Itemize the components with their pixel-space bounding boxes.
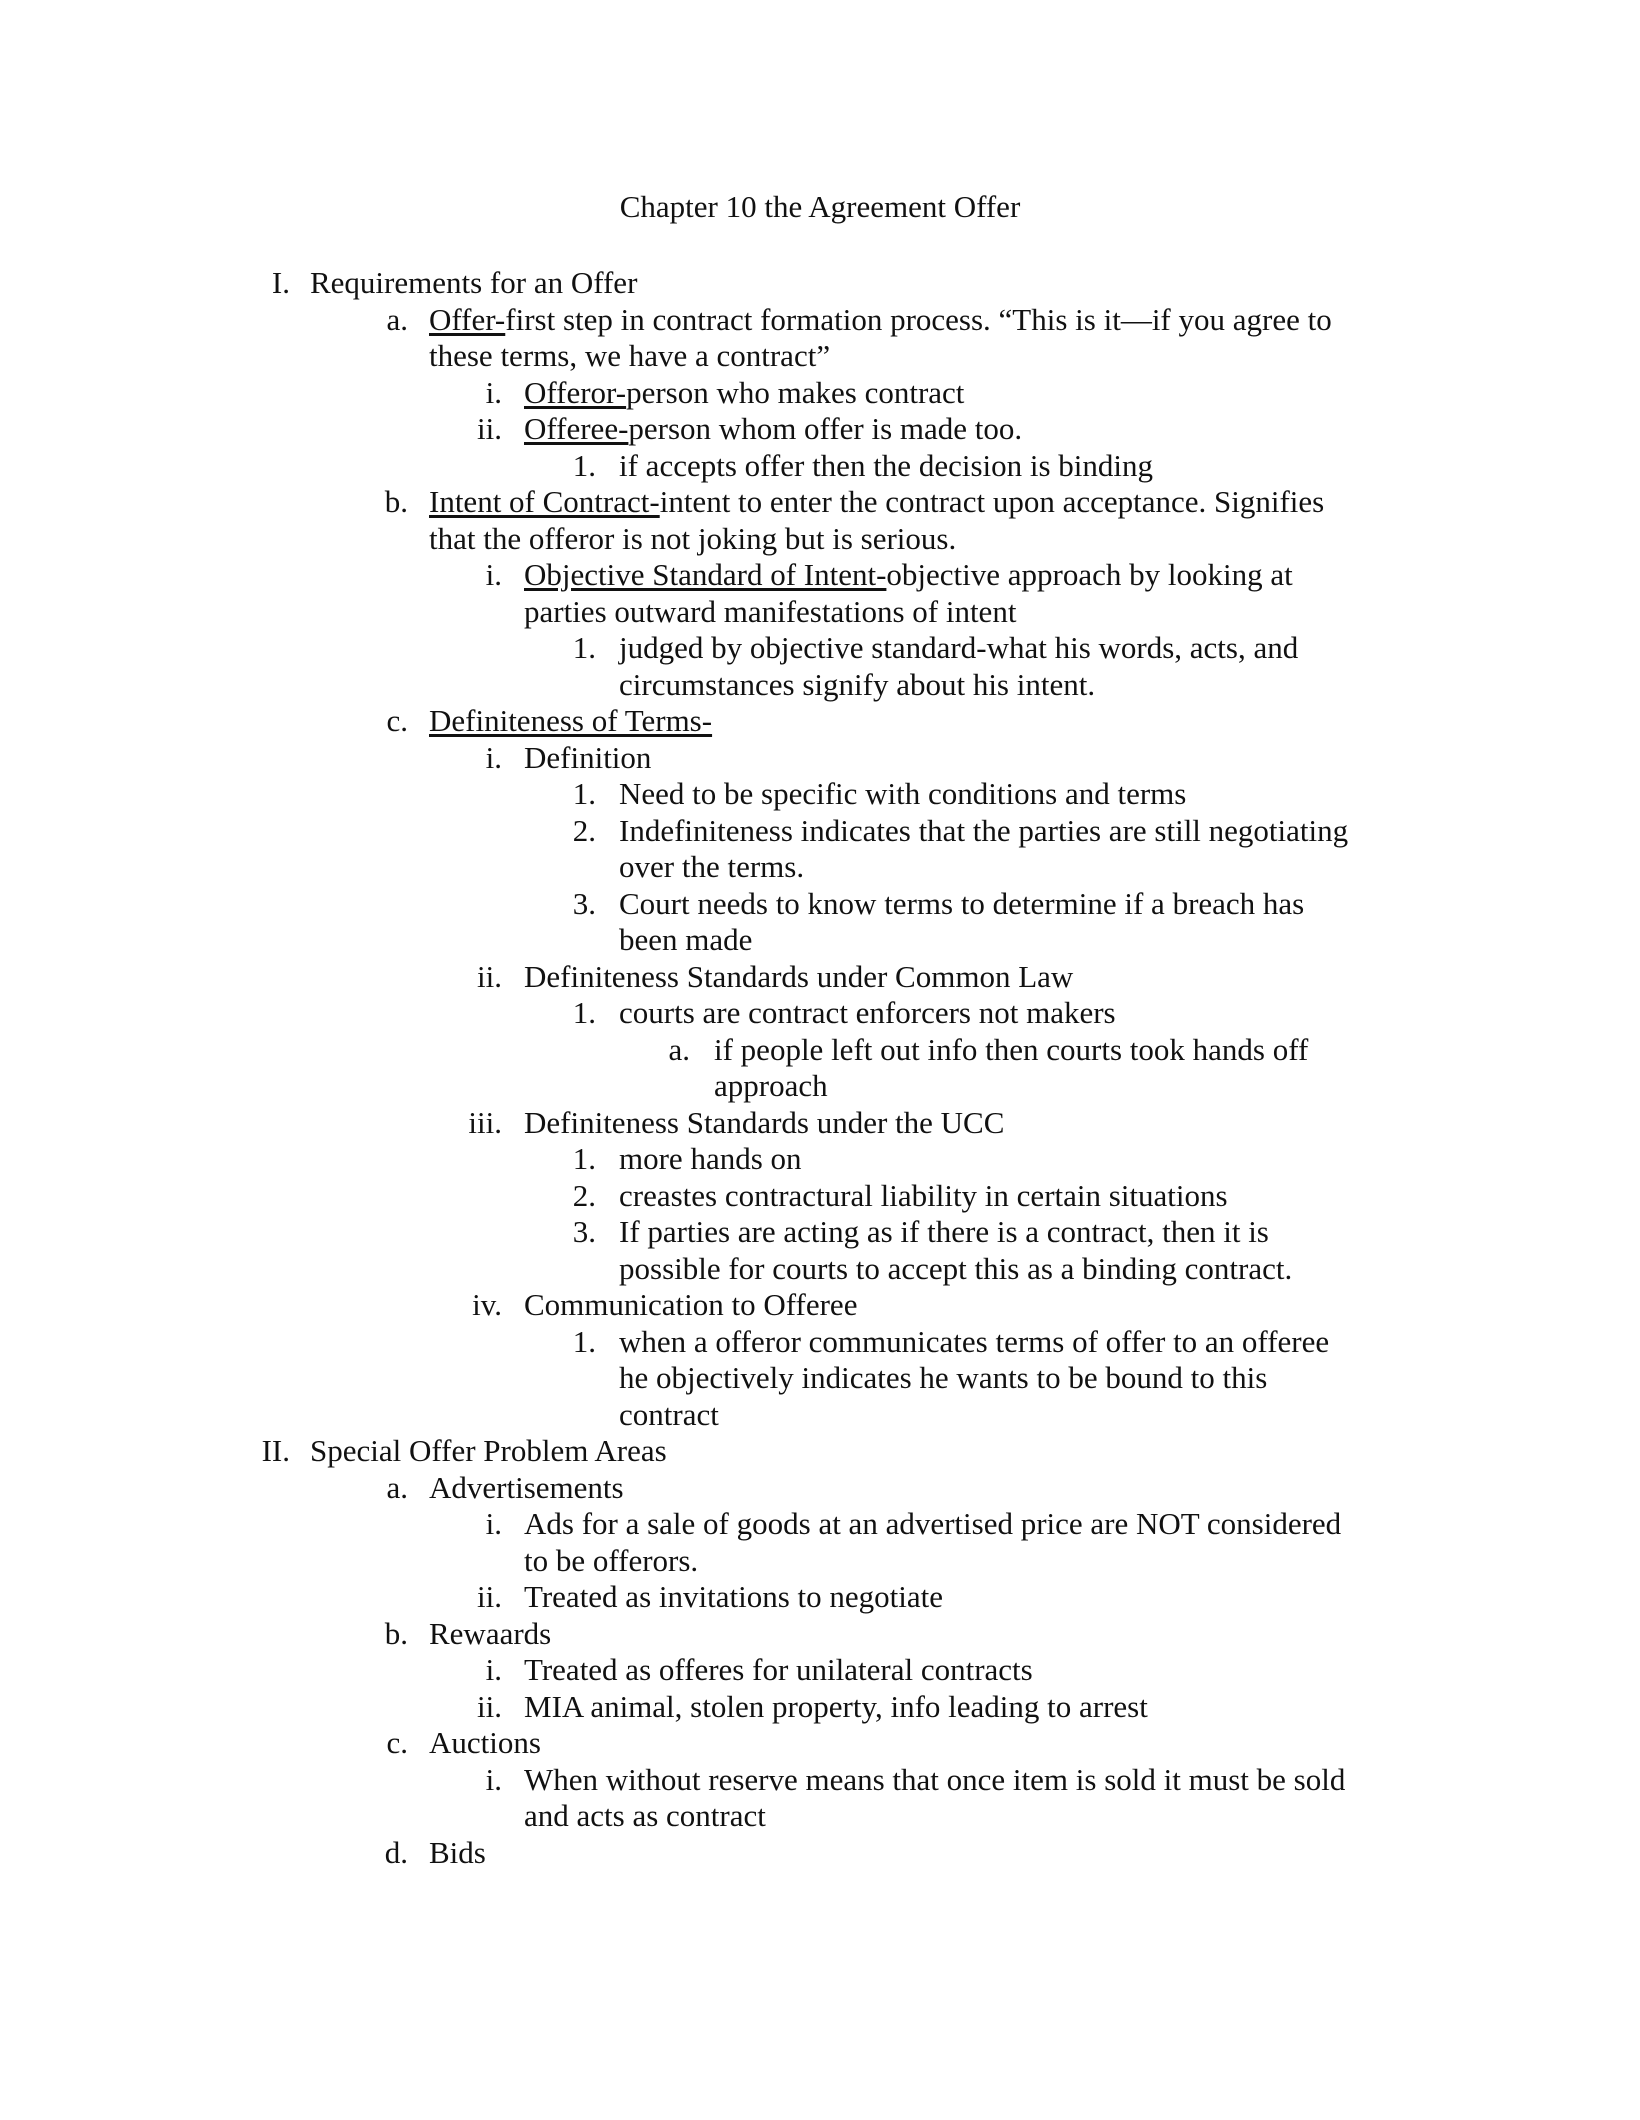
list-marker: 1. <box>572 1141 596 1176</box>
list-marker: 1. <box>572 776 596 811</box>
item-text: these terms, we have a contract” <box>429 338 831 373</box>
item-text-line <box>619 1251 1292 1288</box>
item-text: Special Offer Problem Areas <box>310 1433 667 1468</box>
list-marker: I. <box>271 265 290 300</box>
list-marker: b. <box>384 484 408 519</box>
list-marker: i. <box>485 739 502 775</box>
item-text: Treated as invitations to negotiate <box>524 1579 943 1614</box>
item-text-line <box>524 1798 766 1835</box>
item-text-line <box>429 302 1332 339</box>
list-marker: iv. <box>472 1287 502 1322</box>
item-text-line <box>310 265 637 302</box>
item-text-line <box>714 1068 828 1105</box>
item-text: creastes contractural liability in certain situations <box>619 1177 1228 1213</box>
item-text-line <box>524 1543 698 1580</box>
item-text: Bids <box>429 1834 486 1870</box>
list-marker: 1. <box>572 995 596 1030</box>
item-text: Auctions <box>429 1725 541 1760</box>
item-text-line <box>619 849 804 886</box>
term-label: Offer- <box>429 301 506 337</box>
item-text: and acts as contract <box>524 1798 766 1833</box>
item-text: intent to enter the contract upon acceptance. Signifies <box>659 484 1325 519</box>
item-text: possible for courts to accept this as a binding contract. <box>619 1250 1293 1286</box>
item-text: Need to be specific with conditions and terms <box>619 776 1187 811</box>
item-text: contract <box>619 1396 719 1432</box>
item-text: Rewaards <box>429 1615 552 1651</box>
item-text: that the offeror is not joking but is serious. <box>429 520 957 556</box>
item-text-line <box>524 740 651 777</box>
item-text-line <box>429 338 830 375</box>
item-text: Treated as offeres for unilateral contracts <box>524 1652 1033 1687</box>
list-marker: b. <box>384 1615 408 1651</box>
item-text-line <box>619 995 1116 1032</box>
item-text-line <box>524 594 1016 631</box>
item-text-line <box>619 1178 1228 1215</box>
list-marker: c. <box>386 703 408 738</box>
item-text-line <box>524 1762 1345 1799</box>
term-label: Intent of Contract- <box>429 484 660 519</box>
item-text: if accepts offer then the decision is binding <box>619 447 1154 483</box>
term-label: Objective Standard of Intent- <box>524 557 887 592</box>
item-text-line <box>619 1214 1269 1251</box>
list-marker: iii. <box>468 1104 502 1140</box>
term-label: Definiteness of Terms- <box>429 703 713 738</box>
list-marker: ii. <box>477 958 502 994</box>
list-marker: 3. <box>572 885 596 921</box>
item-text: person who makes contract <box>626 374 965 410</box>
list-marker: ii. <box>477 1579 502 1614</box>
item-text: Advertisements <box>429 1469 624 1505</box>
item-text: circumstances signify about his intent. <box>619 666 1096 702</box>
item-text-line <box>429 484 1324 521</box>
item-text-line <box>524 1506 1341 1543</box>
item-text: approach <box>714 1068 828 1103</box>
item-text: parties outward manifestations of intent <box>524 593 1017 629</box>
item-text-line <box>714 1032 1308 1069</box>
list-marker: a. <box>386 301 408 337</box>
list-marker: i. <box>485 1652 502 1687</box>
item-text-line <box>619 776 1186 813</box>
item-text: If parties are acting as if there is a contract, then it is <box>619 1214 1269 1249</box>
list-marker: ii. <box>477 1688 502 1724</box>
item-text-line <box>619 630 1298 667</box>
item-text: Requirements for an Offer <box>310 265 638 300</box>
item-text: Ads for a sale of goods at an advertised price are NOT considered <box>524 1506 1342 1541</box>
list-marker: a. <box>386 1469 408 1505</box>
item-text: Definiteness Standards under the UCC <box>524 1104 1005 1140</box>
item-text-line <box>524 1652 1033 1689</box>
item-text: person whom offer is made too. <box>628 411 1023 446</box>
list-marker: 1. <box>572 447 596 483</box>
item-text: judged by objective standard-what his words, acts, and <box>619 630 1299 665</box>
list-marker: i. <box>485 374 502 410</box>
item-text-line <box>524 557 1293 594</box>
list-marker: 2. <box>572 812 596 848</box>
item-text-line <box>524 959 1073 996</box>
list-marker: i. <box>485 1506 502 1541</box>
term-label: Offeree- <box>524 411 629 446</box>
term-label: Offeror- <box>524 374 627 410</box>
item-text: Definition <box>524 739 652 775</box>
item-text: Definiteness Standards under Common Law <box>524 958 1074 994</box>
list-marker: 1. <box>572 630 596 665</box>
item-text-line <box>524 1689 1148 1726</box>
list-marker: i. <box>485 1761 502 1797</box>
item-text: When without reserve means that once item is sold it must be sold <box>524 1761 1346 1797</box>
item-text: courts are contract enforcers not makers <box>619 995 1116 1030</box>
item-text-line <box>524 411 1022 448</box>
item-text: more hands on <box>619 1141 802 1176</box>
list-marker: i. <box>485 557 502 592</box>
item-text-line <box>524 1287 857 1324</box>
item-text: MIA animal, stolen property, info leading to arrest <box>524 1688 1148 1724</box>
item-text-line <box>429 1725 541 1762</box>
item-text-line <box>619 813 1348 850</box>
item-text: objective approach by looking at <box>886 557 1293 592</box>
item-text-line <box>429 1835 486 1872</box>
item-text-line <box>429 703 712 740</box>
item-text-line <box>619 922 752 959</box>
item-text: Court needs to know terms to determine if a breach has <box>619 885 1305 921</box>
item-text-line <box>310 1433 667 1470</box>
list-marker: c. <box>386 1725 408 1760</box>
item-text: Communication to Offeree <box>524 1287 858 1322</box>
item-text: if people left out info then courts took hands off <box>714 1031 1309 1067</box>
item-text-line <box>429 1616 551 1653</box>
item-text: been made <box>619 922 753 957</box>
item-text-line <box>524 1105 1004 1142</box>
item-text: he objectively indicates he wants to be bound to this <box>619 1360 1268 1395</box>
list-marker: 3. <box>572 1214 596 1249</box>
item-text-line <box>429 521 956 558</box>
item-text: Indefiniteness indicates that the parties are still negotiating <box>619 812 1349 848</box>
item-text: to be offerors. <box>524 1542 699 1578</box>
list-marker: II. <box>261 1433 290 1468</box>
item-text-line <box>619 886 1304 923</box>
item-text-line <box>619 1324 1329 1361</box>
page-title: Chapter 10 the Agreement Offer <box>619 189 1021 224</box>
item-text-line <box>619 1397 719 1434</box>
item-text-line <box>524 375 964 412</box>
item-text: when a offeror communicates terms of offer to an offeree <box>619 1323 1330 1359</box>
item-text: first step in contract formation process. “This is it—if you agree to <box>505 301 1332 337</box>
list-marker: 1. <box>572 1323 596 1359</box>
item-text: over the terms. <box>619 849 805 884</box>
item-text-line <box>619 1141 802 1178</box>
list-marker: a. <box>668 1031 690 1067</box>
list-marker: 2. <box>572 1177 596 1213</box>
item-text-line <box>524 1579 943 1616</box>
item-text-line <box>619 667 1095 704</box>
list-marker: ii. <box>477 411 502 446</box>
item-text-line <box>619 448 1153 485</box>
item-text-line <box>429 1470 624 1507</box>
list-marker: d. <box>384 1834 408 1870</box>
item-text-line <box>619 1360 1267 1397</box>
